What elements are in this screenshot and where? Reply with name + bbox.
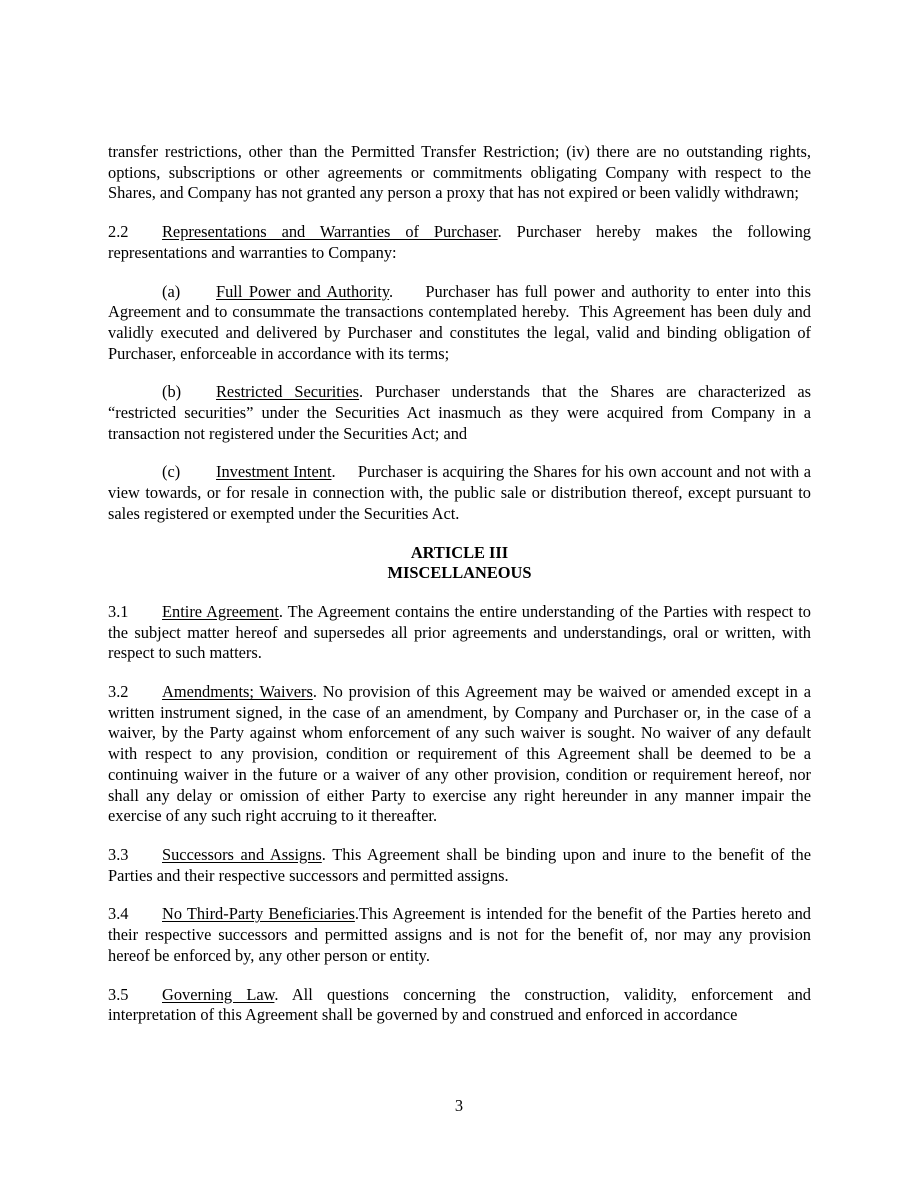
subsection-b xyxy=(108,382,811,444)
section-2-2 xyxy=(108,222,811,263)
section-number: 3.2 xyxy=(108,682,129,702)
section-heading: Entire Agreement xyxy=(162,601,279,621)
subsection-label: (a) xyxy=(162,281,181,301)
document-page xyxy=(108,142,816,1044)
section-text: . This Agreement shall be binding upon and inure to the benefit of the Parties and their respective successors and permitted assigns. xyxy=(108,844,811,885)
article-subtitle: MISCELLANEOUS xyxy=(387,563,532,583)
section-number: 3.3 xyxy=(108,844,129,864)
section-text: . Purchaser hereby makes the following representations and warranties to Company: xyxy=(108,222,812,262)
subsection-c xyxy=(108,462,816,524)
section-3-1 xyxy=(108,602,811,664)
page-number: 3 xyxy=(454,1096,464,1115)
section-text: .This Agreement is intended for the benefit of the Parties hereto and their respective successors and permitted assigns and is not for the benefit of, nor may any provision hereof be enforced by, any other person or entity. xyxy=(108,904,811,965)
subsection-heading: Investment Intent xyxy=(216,462,332,482)
section-text: . No provision of this Agreement may be waived or amended except in a written instrument signed, in the case of an amendment, by Company and Purchaser or, in the case of a waiver, by the Party against whom enforcement of any such waiver is sought. No waiver of any default with respect to any provision, condition or requirement of this Agreement shall be deemed to be a continuing waiver in the future or a waiver of any other provision, condition or requirement hereof, nor shall any delay or omission of either Party to exercise any right hereunder in any manner impair the exercise of any such right accruing to it thereafter. xyxy=(108,682,811,826)
subsection-heading: Restricted Securities xyxy=(216,382,360,402)
section-heading: Governing Law xyxy=(162,984,275,1004)
section-number: 3.4 xyxy=(108,904,129,924)
article-title: ARTICLE III xyxy=(410,542,509,562)
section-number: 3.1 xyxy=(108,601,129,621)
subsection-a xyxy=(108,281,816,365)
section-3-5 xyxy=(108,985,811,1026)
section-heading: Representations and Warranties of Purchaser xyxy=(162,222,498,242)
section-3-4 xyxy=(108,904,811,966)
article-heading xyxy=(108,543,811,584)
subsection-label: (c) xyxy=(162,462,181,482)
section-text: . The Agreement contains the entire understanding of the Parties with respect to the subject matter hereof and supersedes all prior agreements and understandings, oral or written, with respect to such matters. xyxy=(108,601,811,663)
subsection-text: . Purchaser has full power and authority to enter into this Agreement and to consummate the transactions contemplated hereby. This Agreement has been duly and validly executed and delivered by Purchaser and constitutes the legal, valid and binding obligation of Purchaser, enforceable in accordance with its terms; xyxy=(108,281,816,363)
section-number: 2.2 xyxy=(108,222,129,242)
section-3-2 xyxy=(108,682,811,827)
section-heading: Successors and Assigns xyxy=(162,844,322,864)
section-heading: No Third-Party Beneficiaries xyxy=(162,904,355,924)
section-text: . All questions concerning the construction, validity, enforcement and interpretation of this Agreement shall be governed by and construed and enforced in accordance xyxy=(108,984,811,1025)
section-3-3 xyxy=(108,845,811,886)
intro-continuation: transfer restrictions, other than the Permitted Transfer Restriction; (iv) there are no outstanding rights, options, subscriptions or other agreements or commitments obligating Company with respect to the Shares, and Company has not granted any person a proxy that has not expired or been validly withdrawn; xyxy=(108,142,811,203)
section-heading: Amendments; Waivers xyxy=(162,682,313,702)
subsection-text: . Purchaser understands that the Shares are characterized as “restricted securities” under the Securities Act inasmuch as they were acquired from Company in a transaction not registered under the Securities Act; and xyxy=(108,382,811,443)
subsection-heading: Full Power and Authority xyxy=(216,281,390,301)
section-number: 3.5 xyxy=(108,984,129,1004)
subsection-label: (b) xyxy=(162,382,182,402)
subsection-text: . Purchaser is acquiring the Shares for his own account and not with a view towards, or for resale in connection with, the public sale or distribution thereof, except pursuant to sales registered or exempted under the Securities Act. xyxy=(108,462,816,523)
